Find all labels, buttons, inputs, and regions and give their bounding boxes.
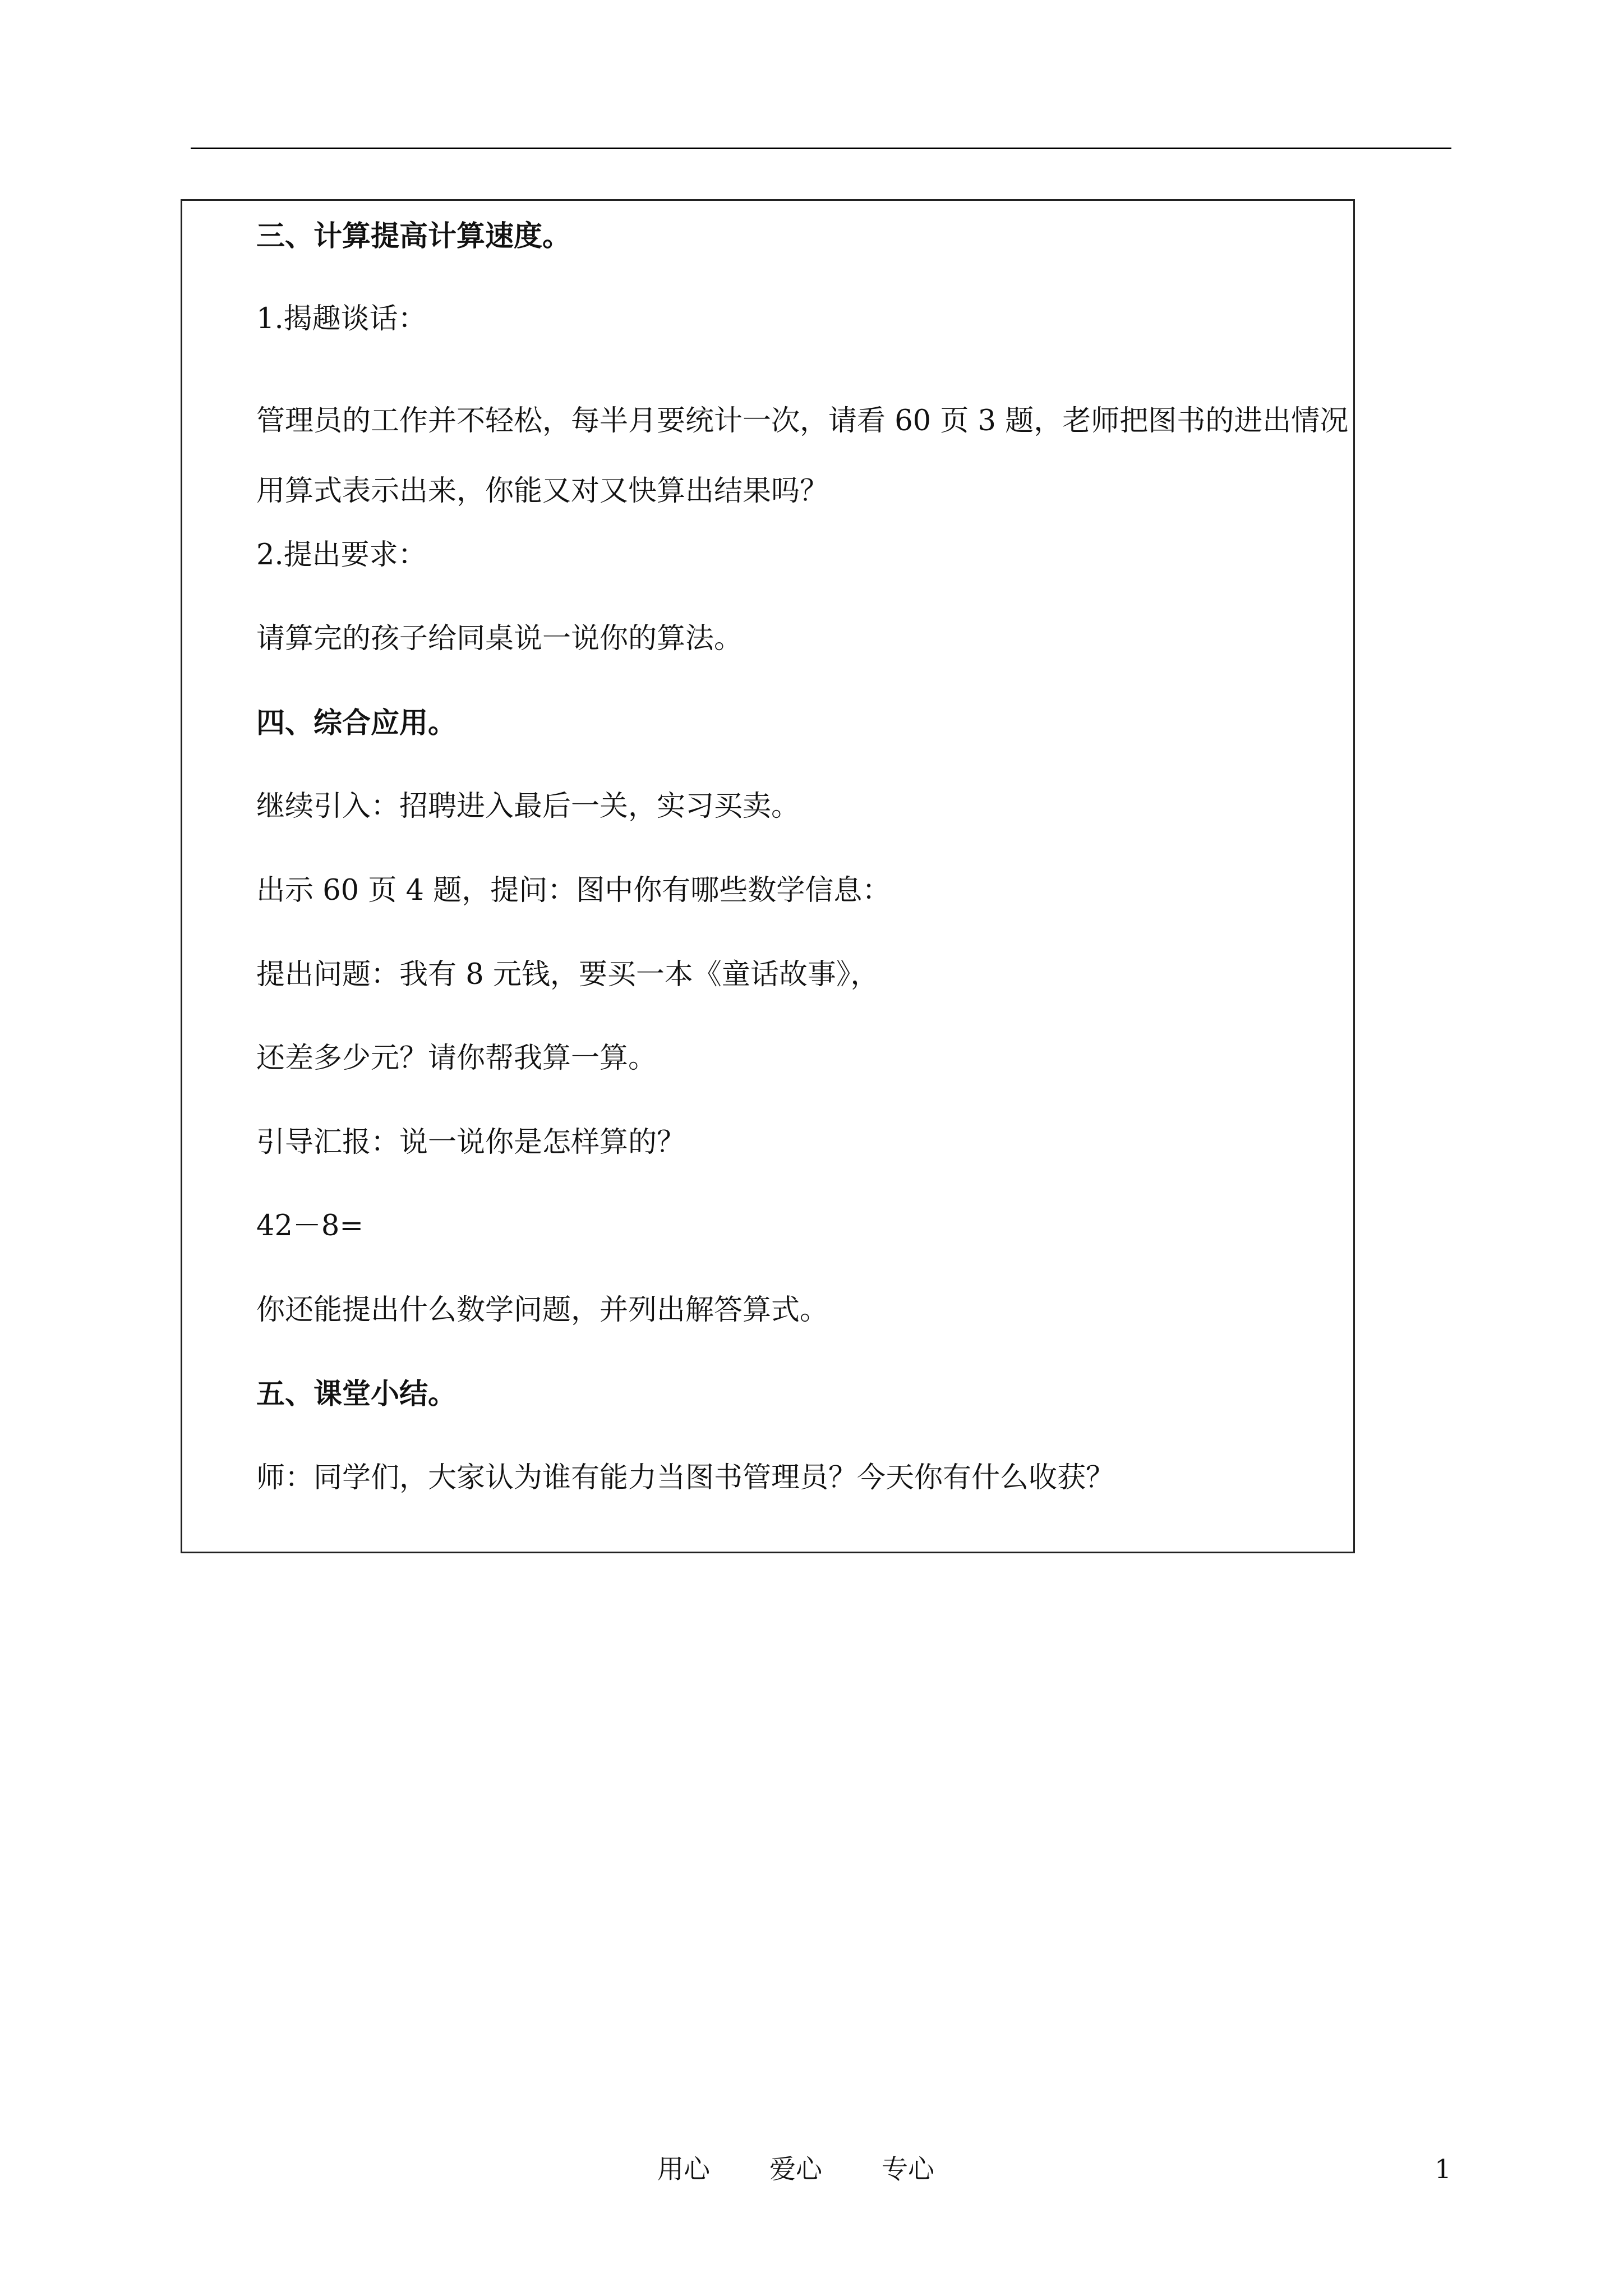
paragraph-equation: 42－8= (256, 1209, 364, 1243)
paragraph-librarian-task (256, 386, 1349, 526)
paragraph-teacher-summary: 师：同学们，大家认为谁有能力当图书管理员？今天你有什么收获？ (256, 1461, 1115, 1494)
paragraph-librarian-task-line-2: 用算式表示出来，你能又对又快算出结果吗？ (256, 475, 829, 508)
paragraph-librarian-task-line-1: 管理员的工作并不轻松，每半月要统计一次，请看 60 页 3 题，老师把图书的进出情况 (256, 404, 1349, 438)
footer-motto-item: 用心 (657, 2154, 710, 2185)
footer-motto (0, 2153, 1623, 2187)
paragraph-pose-problem: 提出问题：我有 8 元钱，要买一本《童话故事》， (256, 958, 879, 991)
paragraph-more-questions: 你还能提出什么数学问题，并列出解答算式。 (256, 1294, 829, 1327)
section-heading-summary: 五、课堂小结。 (256, 1377, 457, 1411)
paragraph-requirements: 2.提出要求： (256, 539, 427, 572)
paragraph-intro-talk: 1.揭趣谈话： (256, 302, 427, 335)
lesson-content-box (181, 199, 1355, 1553)
header-rule (191, 148, 1451, 149)
section-heading-calculation-speed: 三、计算提高计算速度。 (256, 219, 571, 253)
page-number: 1 (1435, 2154, 1451, 2185)
footer-motto-item: 爱心 (769, 2154, 822, 2185)
paragraph-show-question: 出示 60 页 4 题，提问：图中你有哪些数学信息： (256, 874, 891, 907)
paragraph-guide-report: 引导汇报：说一说你是怎样算的？ (256, 1126, 686, 1159)
paragraph-continue-intro: 继续引入：招聘进入最后一关，实习买卖。 (256, 790, 800, 823)
footer-motto-item: 专心 (882, 2154, 934, 2185)
section-heading-application: 四、综合应用。 (256, 706, 457, 740)
paragraph-explain-method: 请算完的孩子给同桌说一说你的算法。 (256, 622, 743, 655)
paragraph-how-much-short: 还差多少元？请你帮我算一算。 (256, 1042, 657, 1075)
